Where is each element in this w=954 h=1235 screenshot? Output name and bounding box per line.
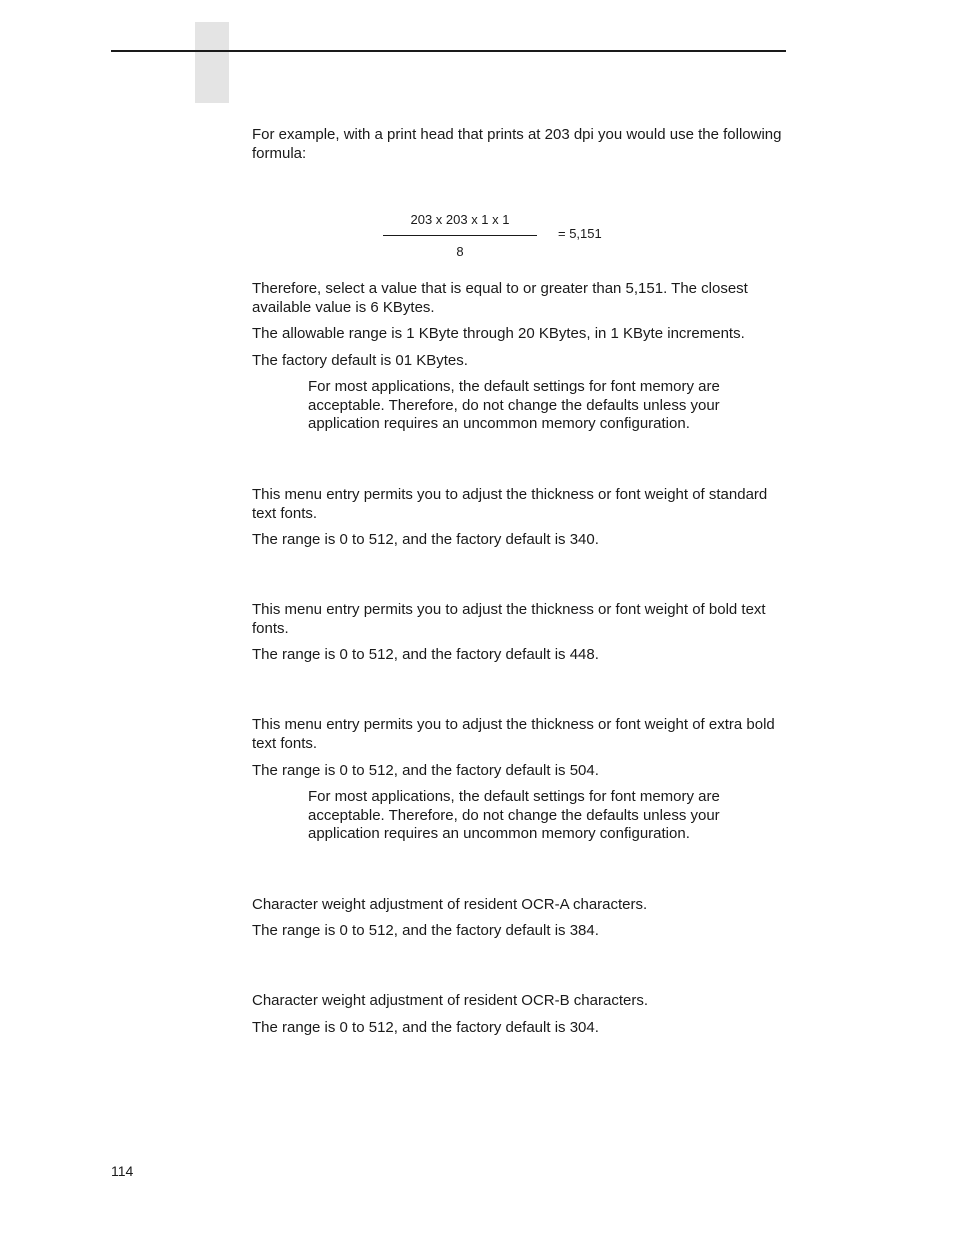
formula-numerator: 203 x 203 x 1 x 1 [410,212,510,227]
extra-bold-weight-note: For most applications, the default settings for font memory are acceptable. Therefore, do not change the defaults unless your application requires an uncommon memory configuration. [308,788,720,842]
font-memory-select-paragraph: Therefore, select a value that is equal to or greater than 5,151. The closest available value is 6 KBytes. [252,280,748,316]
font-memory-note: For most applications, the default settings for font memory are acceptable. Therefore, do not change the defaults unless your application requires an uncommon memory configuration. [308,378,720,432]
bold-weight-range: The range is 0 to 512, and the factory default is 448. [252,646,599,663]
ocr-b-range: The range is 0 to 512, and the factory default is 304. [252,1019,599,1036]
header-rule [111,50,786,52]
ocr-a-description: Character weight adjustment of resident OCR-A characters. [252,896,648,913]
bold-weight-description: This menu entry permits you to adjust the thickness or font weight of bold text fonts. [252,601,766,637]
chapter-tab [195,22,229,103]
extra-bold-weight-description: This menu entry permits you to adjust the thickness or font weight of extra bold text fonts. [252,716,775,752]
page-number: 114 [111,1163,134,1179]
formula-denominator: 8 [456,244,464,259]
formula-fraction-bar [383,235,537,236]
font-memory-default-paragraph: The factory default is 01 KBytes. [252,352,468,369]
ocr-a-range: The range is 0 to 512, and the factory default is 384. [252,922,599,939]
standard-weight-range: The range is 0 to 512, and the factory default is 340. [252,531,599,548]
intro-paragraph: For example, with a print head that prints at 203 dpi you would use the following formula: [252,126,782,162]
formula-result: = 5,151 [558,226,602,241]
font-memory-range-paragraph: The allowable range is 1 KByte through 20 KBytes, in 1 KByte increments. [252,325,745,342]
extra-bold-weight-range: The range is 0 to 512, and the factory default is 504. [252,762,599,779]
ocr-b-description: Character weight adjustment of resident OCR-B characters. [252,992,648,1009]
standard-weight-description: This menu entry permits you to adjust the thickness or font weight of standard text fonts. [252,486,768,522]
